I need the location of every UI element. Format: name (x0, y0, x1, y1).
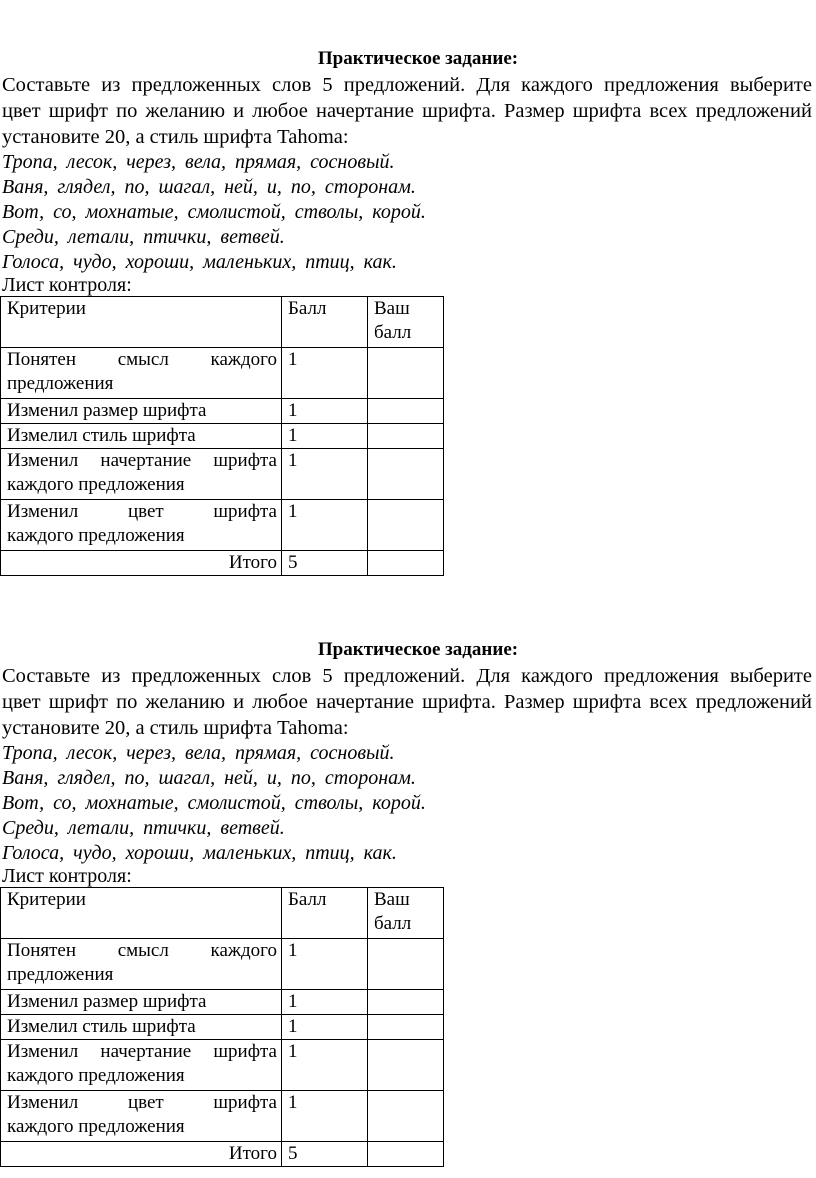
your-score-cell[interactable] (368, 1015, 444, 1040)
score-cell: 1 (282, 424, 368, 449)
total-your-score[interactable] (368, 551, 444, 576)
task-instruction (2, 72, 812, 150)
word: слов (272, 665, 312, 687)
table-row (1, 939, 444, 990)
word: предложения (604, 74, 719, 96)
criterion-cell (1, 1040, 282, 1091)
word: желанию (145, 100, 226, 122)
criterion-cell: Изменил размер шрифта (1, 990, 282, 1015)
total-label: Итого (1, 551, 282, 576)
your-score-cell[interactable] (368, 500, 444, 551)
sentence-item: Голоса, чудо, хороши, маленьких, птиц, как. (2, 842, 397, 864)
word: начертание (100, 1041, 192, 1062)
total-score: 5 (282, 551, 368, 576)
control-table (0, 887, 444, 1167)
word: любое (252, 691, 308, 713)
task-instruction (2, 663, 812, 741)
header-score: Балл (282, 888, 368, 939)
word: начертание (315, 100, 414, 122)
word: Составьте (2, 74, 91, 96)
your-score-cell[interactable] (368, 348, 444, 399)
word: выберите (729, 665, 812, 687)
word: шрифта (213, 1041, 277, 1062)
word: предложения (604, 665, 719, 687)
sentence-item: Вот, со, мохнатые, смолистой, стволы, корой. (2, 201, 426, 223)
header-score: Балл (282, 297, 368, 348)
score-cell: 1 (282, 1015, 368, 1040)
word: всех (649, 691, 688, 713)
word: цвет (2, 100, 41, 122)
header-criteria: Критерии (1, 888, 282, 939)
word: и (233, 100, 245, 122)
word: из (101, 74, 121, 96)
word: по (116, 691, 138, 713)
table-row (1, 1015, 444, 1040)
header-your-score: Ваш балл (368, 888, 444, 939)
word: каждого (521, 665, 593, 687)
task-title: Практическое задание: (317, 639, 519, 660)
word: шрифта (213, 501, 277, 522)
your-score-cell[interactable] (368, 449, 444, 500)
sentence-item: Ваня, глядел, по, шагал, ней, и, по, сторонам. (2, 176, 416, 198)
criterion-cell (1, 939, 282, 990)
criterion-cell (1, 449, 282, 500)
score-cell: 1 (282, 348, 368, 399)
word: Для (476, 74, 511, 96)
table-row (1, 424, 444, 449)
your-score-cell[interactable] (368, 990, 444, 1015)
score-cell: 1 (282, 399, 368, 424)
word: шрифт (48, 691, 108, 713)
criterion-line2: каждого предложения (7, 525, 185, 546)
criterion-cell (1, 348, 282, 399)
word: Размер (503, 691, 565, 713)
criterion-cell (1, 500, 282, 551)
criterion-line2: предложения (7, 964, 114, 985)
word: по (116, 100, 138, 122)
word: всех (649, 100, 688, 122)
word: Понятен (7, 349, 77, 370)
word: шрифт (48, 100, 108, 122)
word: шрифта (213, 450, 277, 471)
word: предложенных (131, 665, 261, 687)
table-row (1, 449, 444, 500)
word: цвет (127, 501, 164, 522)
score-cell: 1 (282, 939, 368, 990)
word: Размер (503, 100, 565, 122)
word: Понятен (7, 940, 77, 961)
word: шрифта. (422, 691, 496, 713)
criterion-line2: каждого предложения (7, 1116, 185, 1137)
sentence-item: Среди, летали, птички, ветвей. (2, 817, 285, 839)
task-title: Практическое задание: (317, 48, 519, 69)
your-score-cell[interactable] (368, 1040, 444, 1091)
table-row (1, 990, 444, 1015)
total-label: Итого (1, 1142, 282, 1167)
task-block-2 (0, 637, 816, 1167)
word: шрифта. (422, 100, 496, 122)
word: предложений. (343, 74, 466, 96)
word: 5 (322, 665, 333, 687)
word: желанию (145, 691, 226, 713)
total-score: 5 (282, 1142, 368, 1167)
instruction-line (2, 72, 812, 98)
word: предложенных (131, 74, 261, 96)
word: выберите (729, 74, 812, 96)
instruction-line-last: установите 20, а стиль шрифта Tahoma: (2, 717, 349, 739)
criterion-cell: Измелил стиль шрифта (1, 1015, 282, 1040)
word: из (101, 665, 121, 687)
instruction-line (2, 689, 812, 715)
criterion-line2: предложения (7, 373, 114, 394)
instruction-line (2, 98, 812, 124)
word: каждого (521, 74, 593, 96)
table-total-row (1, 551, 444, 576)
criterion-cell: Изменил размер шрифта (1, 399, 282, 424)
word: шрифта (572, 100, 642, 122)
sentence-item: Голоса, чудо, хороши, маленьких, птиц, как. (2, 251, 397, 273)
sentence-list (2, 150, 816, 275)
instruction-line (2, 663, 812, 689)
word: шрифта (572, 691, 642, 713)
sentence-item: Среди, летали, птички, ветвей. (2, 226, 285, 248)
word: каждого (210, 349, 277, 370)
control-table (0, 296, 444, 576)
word: цвет (127, 1092, 164, 1113)
score-cell: 1 (282, 449, 368, 500)
criterion-cell (1, 1091, 282, 1142)
word: начертание (315, 691, 414, 713)
total-your-score[interactable] (368, 1142, 444, 1167)
word: цвет (2, 691, 41, 713)
table-row (1, 348, 444, 399)
header-criteria: Критерии (1, 297, 282, 348)
table-row (1, 399, 444, 424)
word: Составьте (2, 665, 91, 687)
score-cell: 1 (282, 500, 368, 551)
criterion-line2: каждого предложения (7, 474, 185, 495)
your-score-cell[interactable] (368, 424, 444, 449)
your-score-cell[interactable] (368, 939, 444, 990)
criterion-line2: каждого предложения (7, 1065, 185, 1086)
score-cell: 1 (282, 990, 368, 1015)
your-score-cell[interactable] (368, 1091, 444, 1142)
word: Изменил (7, 1041, 79, 1062)
score-cell: 1 (282, 1091, 368, 1142)
word: Изменил (7, 1092, 79, 1113)
word: предложений (695, 100, 812, 122)
sentence-item: Тропа, лесок, через, вела, прямая, сосновый. (2, 151, 395, 173)
table-total-row (1, 1142, 444, 1167)
word: предложений (695, 691, 812, 713)
word: слов (272, 74, 312, 96)
sentence-item: Тропа, лесок, через, вела, прямая, сосновый. (2, 742, 395, 764)
word: и (233, 691, 245, 713)
your-score-cell[interactable] (368, 399, 444, 424)
instruction-line-last: установите 20, а стиль шрифта Tahoma: (2, 126, 349, 148)
table-header-row (1, 297, 444, 348)
word: Изменил (7, 501, 79, 522)
task-block-1 (0, 46, 816, 576)
word: Изменил (7, 450, 79, 471)
word: смысл (117, 940, 169, 961)
word: 5 (322, 74, 333, 96)
control-sheet-label: Лист контроля: (2, 865, 132, 887)
score-cell: 1 (282, 1040, 368, 1091)
sentence-list (2, 741, 816, 866)
control-sheet-label: Лист контроля: (2, 274, 132, 296)
table-header-row (1, 888, 444, 939)
word: предложений. (343, 665, 466, 687)
criterion-cell: Измелил стиль шрифта (1, 424, 282, 449)
sentence-item: Вот, со, мохнатые, смолистой, стволы, корой. (2, 792, 426, 814)
table-row (1, 1040, 444, 1091)
word: смысл (117, 349, 169, 370)
table-row (1, 500, 444, 551)
word: начертание (100, 450, 192, 471)
word: шрифта (213, 1092, 277, 1113)
word: Для (476, 665, 511, 687)
table-row (1, 1091, 444, 1142)
header-your-score: Ваш балл (368, 297, 444, 348)
word: любое (252, 100, 308, 122)
word: каждого (210, 940, 277, 961)
sentence-item: Ваня, глядел, по, шагал, ней, и, по, сторонам. (2, 767, 416, 789)
